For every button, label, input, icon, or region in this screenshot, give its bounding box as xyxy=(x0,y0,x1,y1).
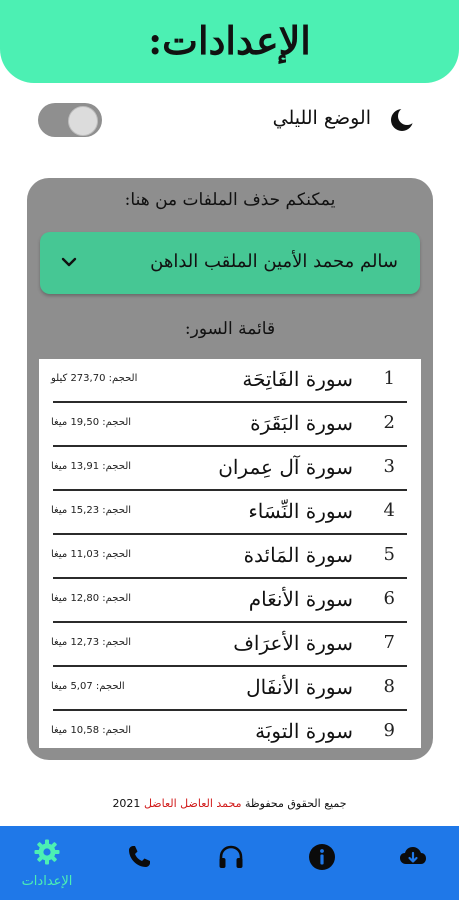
gear-icon xyxy=(33,838,61,866)
surah-row[interactable] xyxy=(53,359,407,403)
surah-size: الحجم: 15,23 ميغا xyxy=(51,505,132,516)
copyright-text xyxy=(0,797,459,810)
surah-row[interactable] xyxy=(53,403,407,447)
files-panel xyxy=(27,178,433,760)
surah-list xyxy=(39,359,421,748)
surah-name: سورة الأنفَال xyxy=(246,675,353,699)
surah-name: سورة التوبَة xyxy=(255,719,353,743)
nav-headphones[interactable] xyxy=(196,826,266,900)
surah-number: 5 xyxy=(383,544,395,565)
surah-row[interactable] xyxy=(53,447,407,491)
surah-list-title: قائمة السور: xyxy=(184,319,276,339)
nav-settings-label: الإعدادات xyxy=(21,874,73,889)
night-mode-row xyxy=(0,100,459,140)
surah-number: 7 xyxy=(383,632,395,653)
night-mode-label: الوضع الليلي xyxy=(272,107,371,129)
surah-size: الحجم: 12,73 ميغا xyxy=(51,637,132,648)
surah-name: سورة البَقَرَة xyxy=(250,411,353,435)
copyright-prefix: جميع الحقوق محفوظة xyxy=(245,797,347,810)
bottom-nav xyxy=(0,826,459,900)
surah-size: الحجم: 273,70 كيلو xyxy=(51,373,138,384)
reciter-select-value: سالم محمد الأمين الملقب الداهن xyxy=(150,251,398,272)
nav-settings[interactable] xyxy=(12,826,82,900)
info-icon xyxy=(308,843,336,871)
copyright-author: محمد العاضل العاضل xyxy=(143,797,242,810)
surah-name: سورة آل عِمران xyxy=(218,455,353,479)
surah-size: الحجم: 5,07 ميغا xyxy=(51,681,125,692)
surah-name: سورة النِّسَاء xyxy=(248,499,353,523)
copyright-year: 2021 xyxy=(112,797,141,810)
surah-number: 8 xyxy=(383,676,395,697)
files-panel-heading: يمكنكم حذف الملفات من هنا: xyxy=(124,190,336,210)
surah-number: 6 xyxy=(383,588,395,609)
surah-name: سورة الأعرَاف xyxy=(233,631,353,655)
download-icon xyxy=(399,843,427,871)
surah-row[interactable] xyxy=(53,579,407,623)
surah-size: الحجم: 11,03 ميغا xyxy=(51,549,132,560)
surah-row[interactable] xyxy=(53,667,407,711)
surah-number: 3 xyxy=(383,456,395,477)
nav-download[interactable] xyxy=(378,826,448,900)
reciter-select[interactable] xyxy=(40,232,420,294)
surah-number: 4 xyxy=(383,500,395,521)
surah-row[interactable] xyxy=(53,623,407,667)
surah-name: سورة الأنعَام xyxy=(248,587,353,611)
surah-size: الحجم: 19,50 ميغا xyxy=(51,417,132,428)
surah-number: 2 xyxy=(383,412,395,433)
nav-info[interactable] xyxy=(287,826,357,900)
surah-name: سورة الفَاتِحَة xyxy=(242,367,353,391)
nav-phone[interactable] xyxy=(104,826,174,900)
chevron-down-icon xyxy=(60,254,78,270)
headphones-icon xyxy=(217,843,245,871)
moon-icon xyxy=(389,107,415,133)
surah-size: الحجم: 10,58 ميغا xyxy=(51,725,132,736)
surah-row[interactable] xyxy=(53,491,407,535)
app-header xyxy=(0,0,459,83)
surah-name: سورة المَائدة xyxy=(243,543,353,567)
surah-size: الحجم: 12,80 ميغا xyxy=(51,593,132,604)
surah-row[interactable] xyxy=(53,535,407,579)
night-mode-toggle[interactable] xyxy=(38,103,102,137)
page-title: الإعدادات: xyxy=(148,18,311,63)
toggle-knob[interactable] xyxy=(68,106,98,136)
phone-icon xyxy=(125,843,153,871)
surah-row[interactable] xyxy=(53,711,407,748)
surah-size: الحجم: 13,91 ميغا xyxy=(51,461,132,472)
surah-number: 1 xyxy=(383,368,395,389)
surah-number: 9 xyxy=(383,720,395,741)
